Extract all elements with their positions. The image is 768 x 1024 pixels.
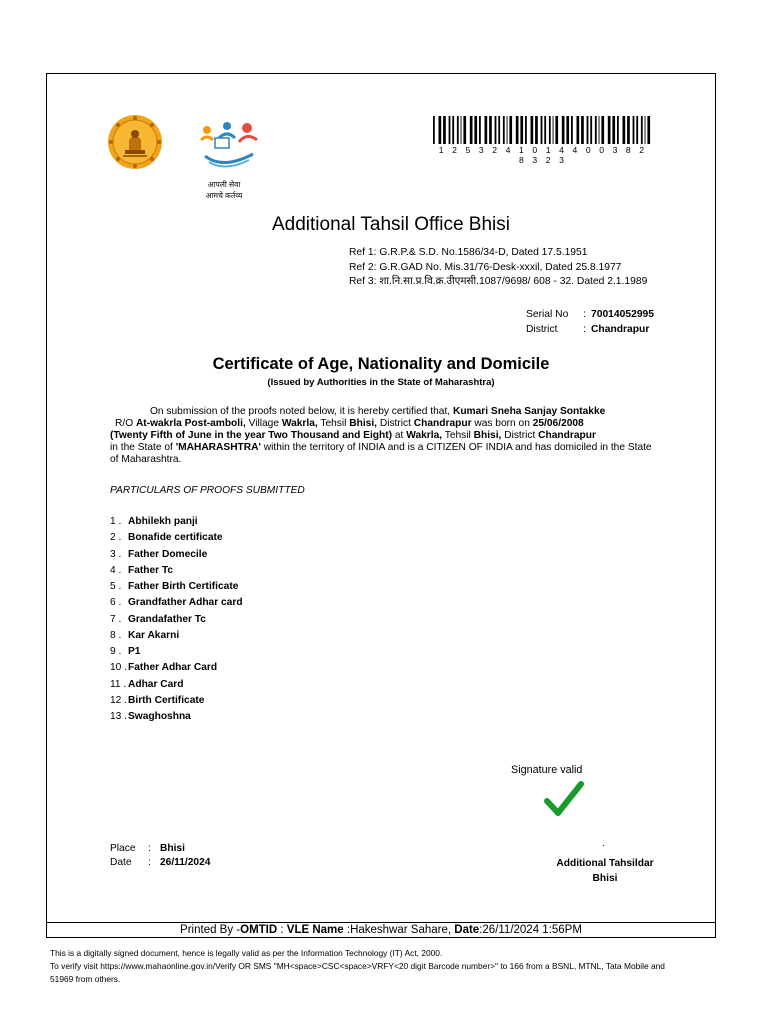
proof-number: 11 .: [110, 678, 127, 690]
district-label: District: [526, 324, 558, 335]
date-value: 26/11/2024: [160, 857, 211, 868]
check-mark-icon: [544, 779, 584, 819]
body-text-5: District: [377, 418, 414, 429]
birth-place: Wakrla,: [406, 430, 443, 441]
proof-number: 9 .: [110, 646, 122, 657]
body-text-8: Tehsil: [442, 430, 474, 441]
certificate-subtitle: (Issued by Authorities in the State of Maharashtra): [267, 377, 495, 388]
applicant-tehsil: Bhisi,: [349, 418, 377, 429]
footer-divider: [47, 922, 715, 923]
date-sep: :: [148, 857, 151, 868]
applicant-village: Wakrla,: [281, 418, 318, 429]
authority-block: [537, 856, 673, 886]
maharashtra-seal-icon: [107, 114, 163, 170]
place-label: Place: [110, 843, 136, 854]
signature-valid-label: Signature valid: [511, 764, 583, 776]
place-sep: :: [148, 843, 151, 854]
proof-item: [110, 514, 243, 530]
proof-number: 2 .: [110, 532, 122, 544]
proof-label: Grandfather Adhar card: [128, 597, 243, 609]
proof-number: 13 .: [110, 711, 127, 722]
proof-item: [110, 530, 243, 546]
proof-item: [110, 693, 243, 709]
proof-label: Birth Certificate: [128, 694, 205, 706]
applicant-address: At-wakrla Post-amboli,: [135, 418, 246, 429]
proof-label: Grandafather Tc: [128, 613, 206, 625]
proof-label: Father Tc: [128, 564, 174, 576]
proof-item: [110, 660, 243, 676]
state-name: 'MAHARASHTRA': [175, 442, 261, 453]
aaple-sarkar-logo: [197, 118, 263, 200]
proof-item: [110, 547, 243, 563]
body-text-6: was born on: [471, 418, 533, 429]
serial-sep: :: [583, 309, 586, 320]
proof-number: 3 .: [110, 548, 122, 560]
printed-by-line: [47, 924, 715, 936]
printed-sep-2: :: [343, 924, 351, 936]
printed-sep-1: :: [277, 924, 287, 936]
footer-line-1: This is a digitally signed document, hence is legally valid as per the Information Technology (IT) Act, 2000.: [50, 948, 443, 958]
ref-3: Ref 3: शा.नि.सा.प्र.वि.क्र.उीएमसी.1087/9698/ 608 - 32. Dated 2.1.1989: [349, 276, 648, 287]
proof-label: Father Domecile: [128, 548, 208, 560]
proof-number: 12 .: [110, 694, 127, 706]
proofs-heading: PARTICULARS OF PROOFS SUBMITTED: [110, 485, 305, 496]
body-text-7: at: [392, 430, 407, 441]
barcode-image: [433, 116, 653, 144]
printed-date-label: Date: [454, 924, 480, 936]
authority-place: Bhisi: [592, 873, 618, 884]
authority-title: Additional Tahsildar: [556, 858, 654, 869]
proof-number: 10 .: [110, 662, 127, 674]
references: [349, 246, 647, 290]
serial-label: Serial No: [526, 309, 569, 320]
proof-number: 5 .: [110, 581, 122, 592]
printed-prefix: Printed By -: [180, 924, 241, 936]
body-text-10: in the State of: [110, 442, 176, 453]
proof-item: [110, 579, 243, 595]
proof-label: P1: [128, 646, 141, 657]
proof-item: [110, 563, 243, 579]
proof-label: Father Birth Certificate: [128, 581, 239, 592]
proof-number: 6 .: [110, 597, 122, 609]
aaple-seva-line2: आमचे कर्तव्य: [205, 191, 243, 200]
body-text-3: Village: [245, 418, 282, 429]
place-date-block: [110, 842, 210, 870]
place-value: Bhisi: [160, 843, 185, 854]
proof-label: Bonafide certificate: [128, 532, 223, 544]
proof-item: [110, 644, 243, 660]
date-label: Date: [110, 857, 132, 868]
date-of-birth: 25/06/2008: [532, 418, 584, 429]
body-text-1: On submission of the proofs noted below, it is hereby certified that,: [150, 406, 453, 417]
proof-label: Adhar Card: [128, 678, 184, 690]
proof-item: [110, 595, 243, 611]
signature-dot: .: [602, 838, 605, 849]
district-value: Chandrapur: [591, 324, 650, 335]
proof-item: [110, 677, 243, 693]
birth-district: Chandrapur: [538, 430, 596, 441]
body-text-9: District: [501, 430, 539, 441]
proof-label: Father Adhar Card: [128, 662, 218, 674]
date-of-birth-words: (Twenty Fifth of June in the year Two Thousand and Eight): [110, 430, 393, 441]
proof-number: 1 .: [110, 516, 122, 527]
printed-vle-label: VLE Name: [286, 924, 344, 936]
proofs-list: [110, 514, 243, 725]
aaple-sarkar-icon: [197, 118, 263, 174]
proof-label: Abhilekh panji: [128, 516, 198, 527]
office-title: Additional Tahsil Office Bhisi: [272, 214, 510, 235]
printed-date-value: :26/11/2024 1:56PM: [479, 924, 582, 936]
serial-block: [526, 307, 654, 337]
proof-number: 8 .: [110, 629, 122, 641]
proof-label: Swaghoshna: [128, 711, 191, 722]
district-sep: :: [583, 324, 586, 335]
proof-label: Kar Akarni: [128, 629, 180, 641]
body-text-4: Tehsil: [317, 418, 350, 429]
certificate-title: Certificate of Age, Nationality and Domicile: [212, 355, 550, 373]
proof-item: [110, 709, 243, 725]
applicant-district: Chandrapur: [413, 418, 472, 429]
ref-2: Ref 2: G.R.GAD No. Mis.31/76-Desk-xxxil, Dated 25.8.1977: [349, 261, 622, 273]
printed-vle-name: Hakeshwar Sahare,: [350, 924, 455, 936]
proof-number: 4 .: [110, 564, 122, 576]
applicant-name: Kumari Sneha Sanjay Sontakke: [452, 406, 606, 417]
proof-item: [110, 628, 243, 644]
aaple-seva-line1: आपली सेवा: [207, 180, 241, 189]
body-text-2: R/O: [115, 418, 136, 429]
barcode-number: 1 2 5 3 2 4 1 0 1 4 4 0 0 3 8 2 8 3 2 3: [438, 145, 648, 165]
body-text-11: within the territory of INDIA and is a CITIZEN OF INDIA and has domiciled in the State of Maharashtra.: [110, 442, 652, 465]
ref-1: Ref 1: G.R.P.& S.D. No.1586/34-D, Dated 17.5.1951: [349, 247, 588, 258]
proof-number: 7 .: [110, 613, 122, 625]
certificate-frame: [46, 73, 716, 938]
certification-paragraph: [110, 406, 662, 466]
serial-value: 70014052995: [591, 309, 654, 320]
birth-tehsil: Bhisi,: [473, 430, 502, 441]
footer-line-3: 51969 from others.: [50, 974, 121, 985]
footer-line-2: To verify visit https://www.mahaonline.gov.in/Verify OR SMS "MH<space>CSC<space>VRFY<20 digit Barcode number>" to 166 from a BSNL, MTNL, Tata Mobile and: [50, 961, 665, 972]
footer-notice: [50, 947, 730, 987]
proof-item: [110, 612, 243, 628]
printed-omtid: OMTID: [240, 924, 278, 936]
